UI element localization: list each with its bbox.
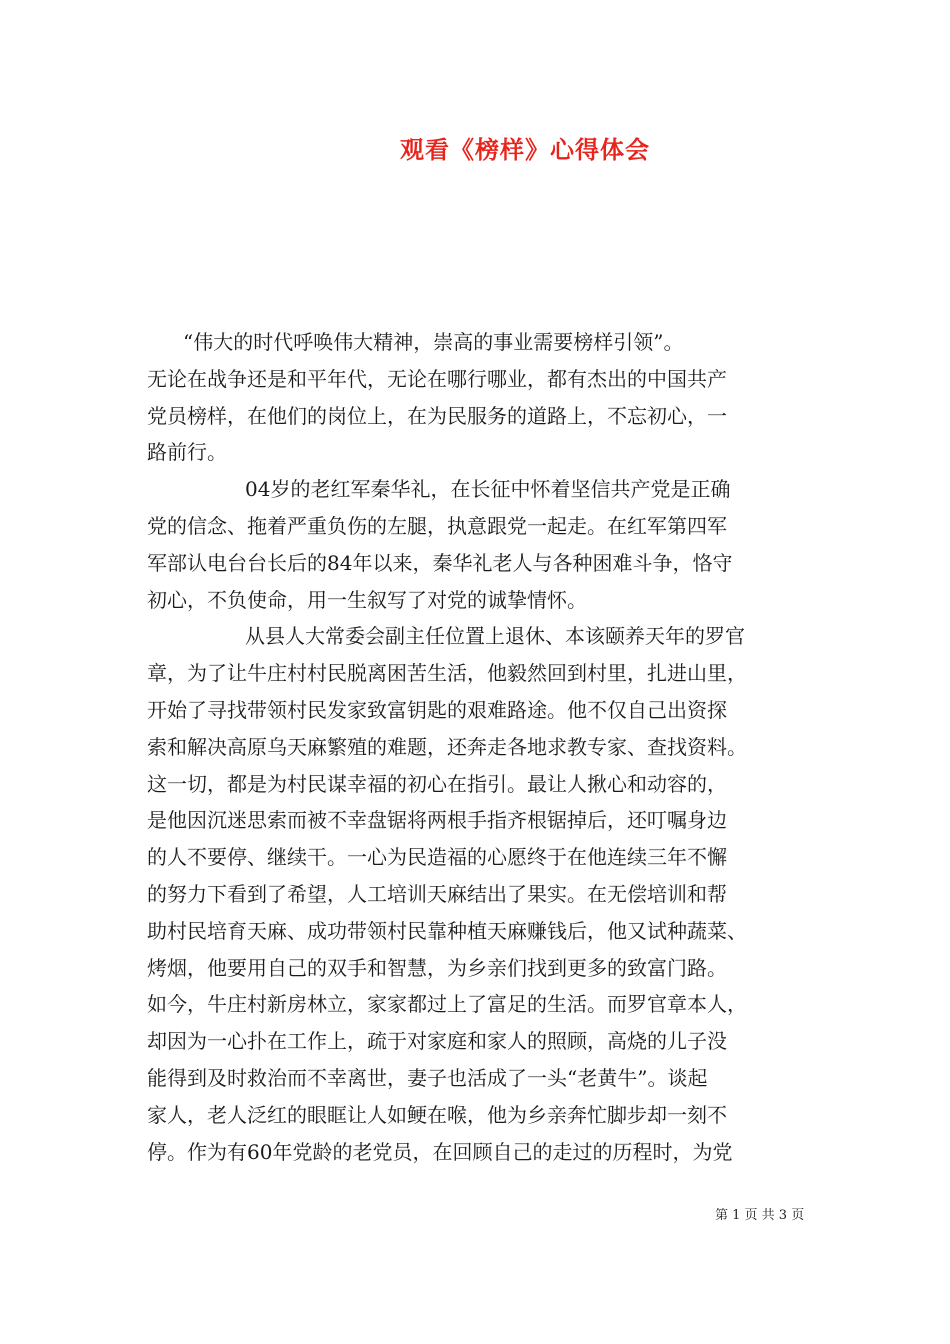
- paragraph-3-line-15: 停。作为有60年党龄的老党员，在回顾自己的走过的历程时，为党: [147, 1139, 733, 1164]
- paragraph-2-line-2: 党的信念、拖着严重负伤的左腿，执意跟党一起走。在红军第四军: [147, 513, 727, 538]
- paragraph-3-line-11: 如今，牛庄村新房林立，家家都过上了富足的生活。而罗官章本人，: [147, 992, 747, 1017]
- paragraph-1-line-2: 无论在战争还是和平年代，无论在哪行哪业，都有杰出的中国共产: [147, 366, 727, 391]
- paragraph-3-line-3: 开始了寻找带领村民发家致富钥匙的艰难路途。他不仅自己出资探: [147, 697, 727, 722]
- paragraph-3-line-10: 烤烟，他要用自己的双手和智慧，为乡亲们找到更多的致富门路。: [147, 955, 727, 980]
- paragraph-3-line-5: 这一切，都是为村民谋幸福的初心在指引。最让人揪心和动容的，: [147, 771, 727, 796]
- paragraph-3-line-7: 的人不要停、继续干。一心为民造福的心愿终于在他连续三年不懈: [147, 845, 727, 870]
- paragraph-2-line-4: 初心，不负使命，用一生叙写了对党的诚挚情怀。: [147, 587, 587, 612]
- paragraph-3-line-6: 是他因沉迷思索而被不幸盘锯将两根手指齐根锯掉后，还叮嘱身边: [147, 808, 727, 833]
- page-number-footer: 第 1 页 共 3 页: [715, 1208, 805, 1223]
- document-body: [147, 324, 823, 1170]
- paragraph-1-line-1: “伟大的时代呼唤伟大精神，崇高的事业需要榜样引领”。: [183, 330, 684, 354]
- paragraph-3-line-9: 助村民培育天麻、成功带领村民靠种植天麻赚钱后，他又试种蔬菜、: [147, 918, 747, 943]
- document-title: 观看《榜样》心得体会: [400, 135, 650, 164]
- paragraph-3-line-14: 家人，老人泛红的眼眶让人如鲠在喉，他为乡亲奔忙脚步却一刻不: [147, 1102, 727, 1127]
- paragraph-3-line-2: 章，为了让牛庄村村民脱离困苦生活，他毅然回到村里，扎进山里，: [147, 661, 747, 686]
- paragraph-2-line-3: 军部认电台台长后的84年以来，秦华礼老人与各种困难斗争，恪守: [147, 550, 733, 575]
- paragraph-3-line-4: 索和解决高原乌天麻繁殖的难题，还奔走各地求教专家、查找资料。: [147, 734, 747, 759]
- paragraph-3-line-8: 的努力下看到了希望，人工培训天麻结出了果实。在无偿培训和帮: [147, 881, 727, 906]
- paragraph-2-line-1: 04岁的老红军秦华礼，在长征中怀着坚信共产党是正确: [245, 477, 731, 502]
- paragraph-1-line-3: 党员榜样，在他们的岗位上，在为民服务的道路上，不忘初心，一: [147, 403, 727, 428]
- paragraph-3-line-12: 却因为一心扑在工作上，疏于对家庭和家人的照顾，高烧的儿子没: [147, 1029, 727, 1054]
- paragraph-3-line-13: 能得到及时救治而不幸离世，妻子也活成了一头“老黄牛”。谈起: [147, 1065, 708, 1090]
- paragraph-1-line-4: 路前行。: [147, 440, 227, 465]
- paragraph-3-line-1: 从县人大常委会副主任位置上退休、本该颐养天年的罗官: [245, 624, 745, 649]
